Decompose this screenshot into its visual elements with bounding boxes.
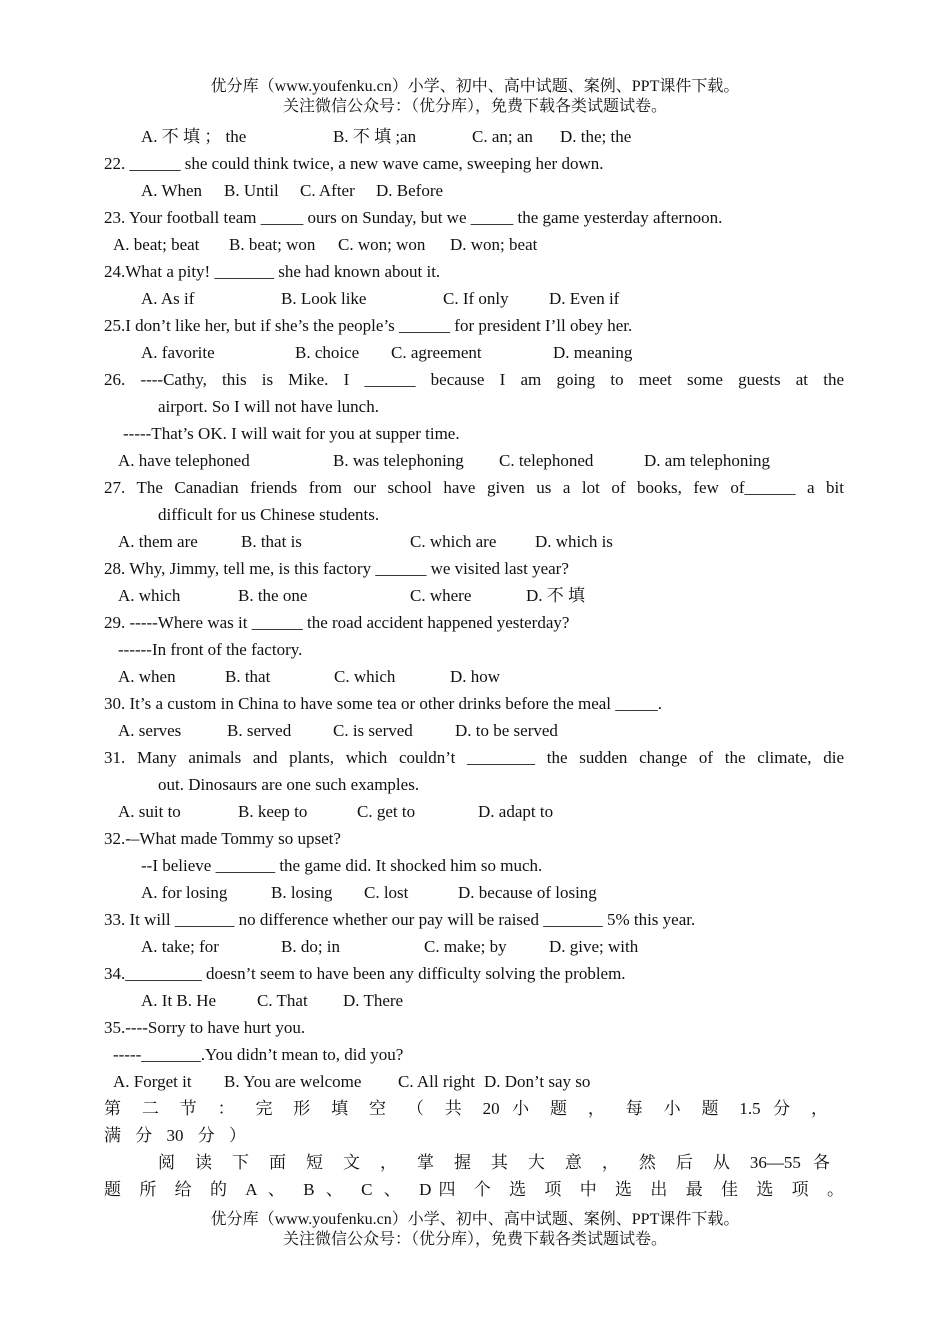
q24-option-c: C. If only [443, 289, 509, 308]
q33-stem: 33. It will _______ no difference whether our pay will be raised _______ 5% this year. [104, 910, 696, 929]
q34-stem: 34._________ doesn’t seem to have been any difficulty solving the problem. [104, 964, 626, 983]
q25-stem: 25.I don’t like her, but if she’s the people’s ______ for president I’ll obey her. [104, 316, 633, 335]
q29-option-c: C. which [334, 667, 396, 686]
q35-option-a: A. Forget it [113, 1072, 192, 1091]
q30-option-d: D. to be served [455, 721, 558, 740]
q28-option-b: B. the one [238, 586, 308, 605]
q32-option-c: C. lost [364, 883, 409, 902]
q26-option-b: B. was telephoning [333, 451, 464, 470]
q29-option-d: D. how [450, 667, 501, 686]
q32-option-b: B. losing [271, 883, 333, 902]
q34-option-d: D. There [343, 991, 404, 1010]
q32-reply: --I believe _______ the game did. It shocked him so much. [141, 856, 543, 875]
q22-option-a: A. When [141, 181, 203, 200]
q24-stem: 24.What a pity! _______ she had known about it. [104, 262, 441, 281]
q34-option-c: C. That [257, 991, 308, 1010]
q29-stem: 29. -----Where was it ______ the road accident happened yesterday? [104, 613, 570, 632]
q30-option-c: C. is served [333, 721, 413, 740]
q35-option-c: C. All right [398, 1072, 475, 1091]
q35-option-b: B. You are welcome [224, 1072, 362, 1091]
section2-heading-line-2: 满 分 30 分 ） [104, 1126, 246, 1145]
q22-stem: 22. ______ she could think twice, a new wave came, sweeping her down. [104, 154, 604, 173]
q26-option-c: C. telephoned [499, 451, 594, 470]
q29-option-a: A. when [118, 667, 176, 686]
q35-reply: -----_______.You didn’t mean to, did you? [113, 1045, 404, 1064]
q21-option-d: D. the; the [560, 127, 632, 146]
header-line-2: 关注微信公众号：（优分库），免费下载各类试题试卷。 [282, 98, 667, 115]
q22-option-d: D. Before [376, 181, 444, 200]
q26-reply: -----That’s OK. I will wait for you at supper time. [123, 424, 460, 443]
q30-option-a: A. serves [118, 721, 182, 740]
q27-stem-line-1: 27. The Canadian friends from our school have given us a lot of books, few of______ a bit [104, 478, 844, 497]
q35-option-d: D. Don’t say so [484, 1072, 591, 1091]
q26-option-d: D. am telephoning [644, 451, 771, 470]
q24-option-b: B. Look like [281, 289, 367, 308]
q33-option-a: A. take; for [141, 937, 219, 956]
q22-option-c: C. After [300, 181, 355, 200]
footer-line-1: 优分库（www.youfenku.cn）小学、初中、高中试题、案例、PPT课件下载。 [210, 1211, 740, 1228]
section2-instruction-line-1: 阅 读 下 面 短 文 ， 掌 握 其 大 意 ， 然 后 从 36—55 各 [158, 1153, 830, 1172]
q28-option-d: D. 不 填 [526, 586, 586, 605]
q26-stem-line-1: 26. ----Cathy, this is Mike. I ______ because I am going to meet some guests at the [104, 370, 844, 389]
q25-option-d: D. meaning [553, 343, 633, 362]
q23-option-b: B. beat; won [229, 235, 316, 254]
q28-option-a: A. which [118, 586, 181, 605]
q22-option-b: B. Until [224, 181, 279, 200]
q23-option-c: C. won; won [338, 235, 426, 254]
q21-option-a: A. 不 填 ； the [141, 127, 247, 146]
q30-stem: 30. It’s a custom in China to have some tea or other drinks before the meal _____. [104, 694, 663, 713]
q33-option-b: B. do; in [281, 937, 341, 956]
q24-option-d: D. Even if [549, 289, 620, 308]
q33-option-d: D. give; with [549, 937, 639, 956]
q23-stem: 23. Your football team _____ ours on Sunday, but we _____ the game yesterday afternoon. [104, 208, 723, 227]
q27-option-c: C. which are [410, 532, 497, 551]
q33-option-c: C. make; by [424, 937, 507, 956]
q25-option-c: C. agreement [391, 343, 482, 362]
q31-option-c: C. get to [357, 802, 416, 821]
q24-option-a: A. As if [141, 289, 195, 308]
q34-option-ab: A. It B. He [141, 991, 217, 1010]
q27-option-a: A. them are [118, 532, 198, 551]
q23-option-a: A. beat; beat [113, 235, 200, 254]
q21-option-b: B. 不 填 ;an [333, 127, 417, 146]
footer-line-2: 关注微信公众号：（优分库），免费下载各类试题试卷。 [282, 1231, 667, 1248]
q31-option-d: D. adapt to [478, 802, 554, 821]
q32-option-a: A. for losing [141, 883, 228, 902]
q32-option-d: D. because of losing [458, 883, 597, 902]
q27-stem-line-2: difficult for us Chinese students. [158, 505, 380, 524]
section2-heading-line-1: 第 二 节 ： 完 形 填 空 （ 共 20 小 题 ， 每 小 题 1.5 分 ， [104, 1099, 828, 1118]
q31-option-b: B. keep to [238, 802, 308, 821]
q29-option-b: B. that [225, 667, 271, 686]
q31-option-a: A. suit to [118, 802, 181, 821]
q32-stem: 32.-–What made Tommy so upset? [104, 829, 341, 848]
q27-option-b: B. that is [241, 532, 302, 551]
q21-option-c: C. an; an [472, 127, 533, 146]
q26-option-a: A. have telephoned [118, 451, 250, 470]
q31-stem-line-1: 31. Many animals and plants, which couldn’t ________ the sudden change of the climate, die [104, 748, 844, 767]
header-line-1: 优分库（www.youfenku.cn）小学、初中、高中试题、案例、PPT课件下载。 [210, 78, 740, 95]
q29-reply: ------In front of the factory. [118, 640, 303, 659]
q25-option-b: B. choice [295, 343, 360, 362]
q31-stem-line-2: out. Dinosaurs are one such examples. [158, 775, 420, 794]
q30-option-b: B. served [227, 721, 292, 740]
q28-option-c: C. where [410, 586, 472, 605]
q27-option-d: D. which is [535, 532, 613, 551]
q28-stem: 28. Why, Jimmy, tell me, is this factory ______ we visited last year? [104, 559, 569, 578]
section2-instruction-line-2: 题 所 给 的 A 、 B 、 C 、 D四 个 选 项 中 选 出 最 佳 选 项 。 [104, 1180, 844, 1199]
q25-option-a: A. favorite [141, 343, 215, 362]
q35-stem: 35.----Sorry to have hurt you. [104, 1018, 306, 1037]
q26-stem-line-2: airport. So I will not have lunch. [158, 397, 379, 416]
q23-option-d: D. won; beat [450, 235, 538, 254]
